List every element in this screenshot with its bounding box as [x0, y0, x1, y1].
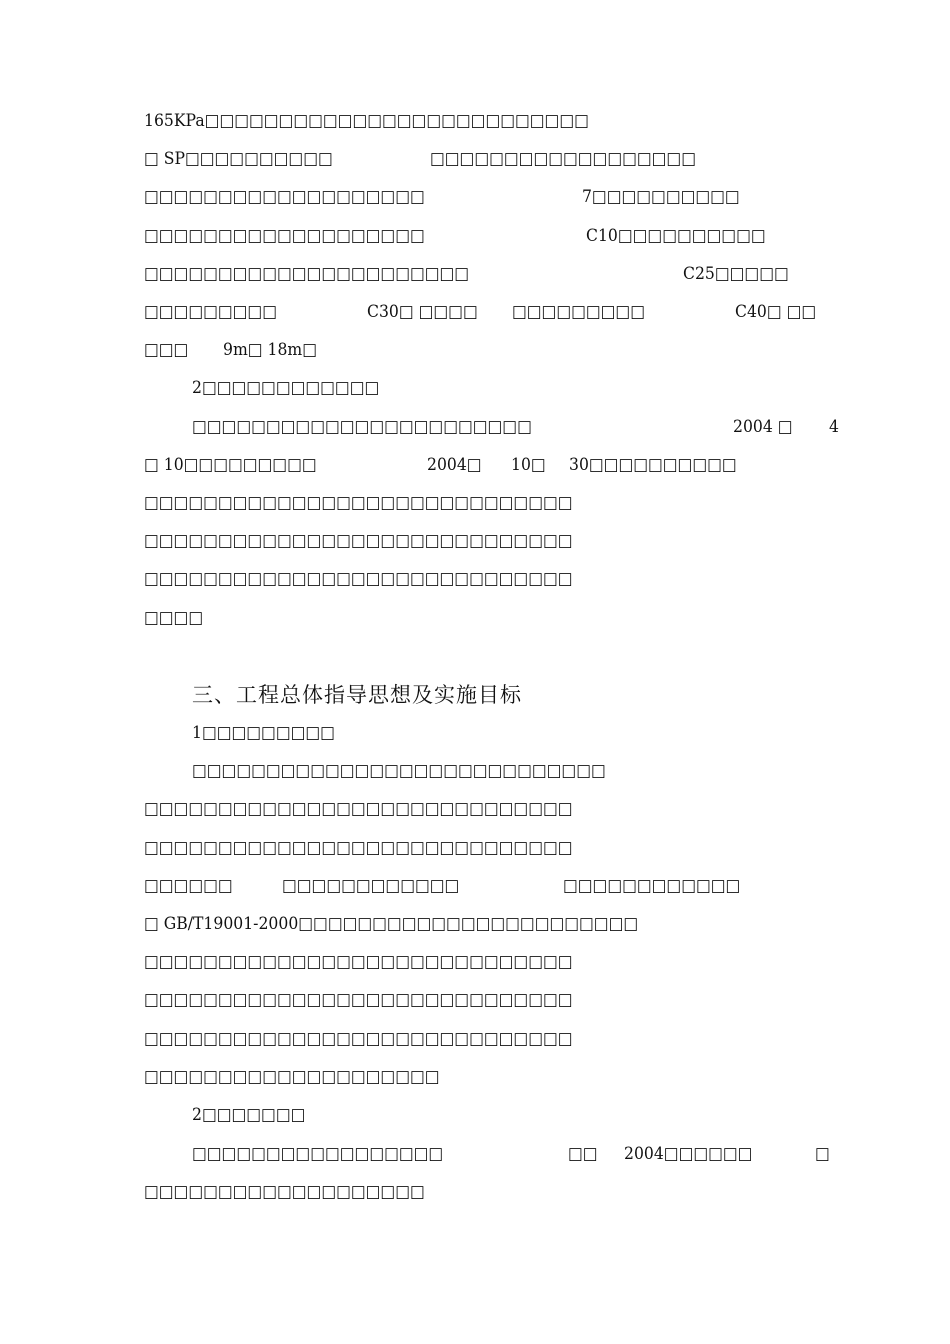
text-segment: 165KPa□□□□□□□□□□□□□□□□□□□□□□□□□□ [143, 111, 589, 131]
text-segment: □□□□□□ [143, 876, 233, 896]
text-segment: 2004 □ [732, 417, 793, 437]
text-segment: 1□□□□□□□□□ [191, 723, 335, 743]
text-segment: □□□□□□□□□ [143, 302, 277, 322]
text-segment: C10□□□□□□□□□□ [585, 226, 766, 246]
text-segment: C30□ □□□□ [366, 302, 478, 322]
text-segment: □□□□□□□□□□□□ [281, 876, 460, 896]
text-segment: □□□ [143, 340, 189, 360]
text-segment: 7□□□□□□□□□□ [581, 187, 740, 207]
text-segment: 2□□□□□□□ [191, 1105, 306, 1125]
text-segment: □□□□□□□□□□□□□□□□□□□ [143, 226, 425, 246]
text-segment: 2□□□□□□□□□□□□ [191, 378, 380, 398]
text-segment: □□ [567, 1144, 598, 1164]
text-segment: □ SP□□□□□□□□□□ [143, 149, 333, 169]
text-segment: □□□□□□□□□□□□□□□□□□□□□□□□□□□□□ [143, 569, 573, 589]
text-segment: □□□□□□□□□□□□□□□□□□□□□□□□□□□□□ [143, 493, 573, 513]
text-segment: C25□□□□□ [682, 264, 789, 284]
text-segment: 10□ [510, 455, 546, 475]
text-segment: □□□□□□□□□□□□□□□□□□□□□□ [143, 264, 470, 284]
text-segment: □□□□□□□□□□□□□□□□□□□ [143, 187, 425, 207]
text-segment: □□□□□□□□□□□□□□□□□□ [429, 149, 696, 169]
text-segment: □□□□□□□□□□□□□□□□□□□□□□□□□□□□□ [143, 1029, 573, 1049]
text-segment: □□□□□□□□□□□□□□□□□□□□□□□□□□□□□ [143, 799, 573, 819]
text-segment: □□□□□□□□□□□□□□□□□□□□ [143, 1067, 440, 1087]
text-segment: □□□□□□□□□□□□□□□□□□□□□□□ [191, 417, 532, 437]
text-segment: 30□□□□□□□□□□ [568, 455, 737, 475]
text-segment: □□□□□□□□□□□□□□□□□□□□□□□□□□□□□ [143, 990, 573, 1010]
text-segment: 9m□ 18m□ [222, 340, 318, 360]
text-segment: □□□□□□□□□ [511, 302, 645, 322]
text-segment: □□□□□□□□□□□□□□□□□□□□□□□□□□□□□ [143, 531, 573, 551]
text-segment: □□□□□□□□□□□□□□□□□□□□□□□□□□□□ [191, 761, 606, 781]
text-segment: 4 [828, 417, 839, 437]
text-segment: □□□□□□□□□□□□ [562, 876, 741, 896]
text-segment: □ 10□□□□□□□□□ [143, 455, 317, 475]
section-heading: 三、工程总体指导思想及实施目标 [192, 683, 522, 707]
text-segment: □□□□□□□□□□□□□□□□□□□□□□□□□□□□□ [143, 952, 573, 972]
text-segment: □ [814, 1144, 830, 1164]
text-segment: □ GB/T19001-2000□□□□□□□□□□□□□□□□□□□□□□□ [143, 914, 639, 934]
text-segment: □□□□□□□□□□□□□□□□□□□ [143, 1182, 425, 1202]
text-segment: □□□□□□□□□□□□□□□□□ [191, 1144, 444, 1164]
text-segment: C40□ □□ [734, 302, 817, 322]
text-segment: 2004□□□□□□ [623, 1144, 753, 1164]
text-segment: 2004□ [426, 455, 482, 475]
text-segment: □□□□ [143, 608, 204, 628]
text-segment: □□□□□□□□□□□□□□□□□□□□□□□□□□□□□ [143, 838, 573, 858]
